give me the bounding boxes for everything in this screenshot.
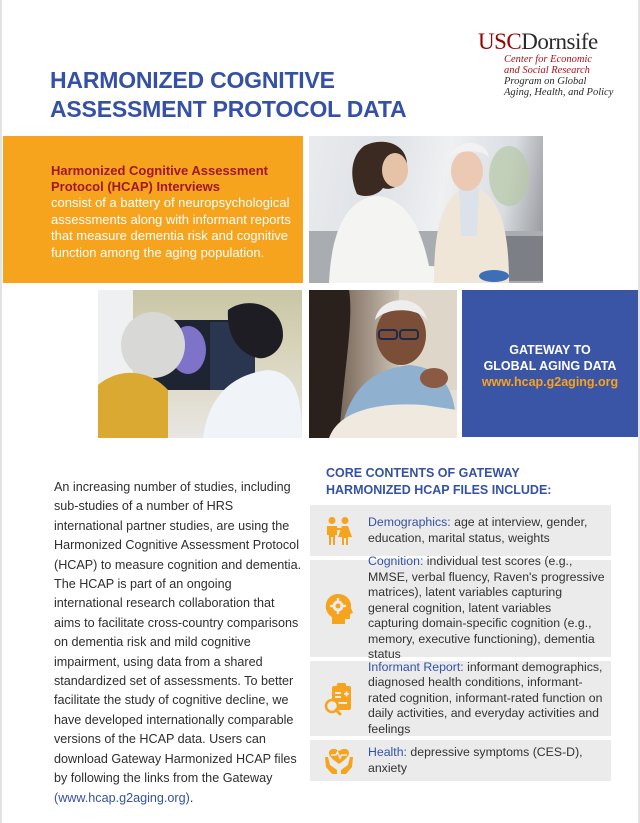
- content-item-label: Cognition:: [368, 554, 424, 569]
- gateway-line2: GLOBAL AGING DATA: [483, 358, 617, 373]
- core-contents-heading: [326, 465, 616, 499]
- page-edge-left: [0, 0, 2, 823]
- gateway-body-link[interactable]: (www.hcap.g2aging.org): [54, 790, 190, 805]
- gateway-url-link[interactable]: www.hcap.g2aging.org: [481, 374, 619, 389]
- content-item-label: Demographics:: [368, 515, 451, 529]
- clipboard-search-icon: [310, 682, 368, 716]
- core-contents-heading-line1: CORE CONTENTS OF GATEWAY: [326, 466, 520, 480]
- content-item-cognition: [310, 554, 611, 662]
- logo-wordmark: [478, 30, 638, 54]
- people-icon: [310, 516, 368, 546]
- content-item-label: Health:: [368, 745, 407, 759]
- photo-caregiver-elderly-woman: [309, 136, 543, 283]
- content-item-health: [310, 740, 611, 781]
- gateway-box: [462, 290, 638, 437]
- content-item-description: informant demographics, diagnosed health conditions, informant-rated cognition, informant-rated function on daily activities, and everyday activities and feelings: [368, 659, 603, 736]
- heart-hands-icon: [310, 747, 368, 775]
- photo-illustration: [309, 136, 543, 283]
- content-item-text: [368, 515, 611, 546]
- logo-program-line1: Program on Global: [504, 76, 587, 87]
- body-end: .: [189, 790, 194, 805]
- logo-dornsife: Dornsife: [521, 29, 598, 54]
- logo-program-line2: Aging, Health, and Policy: [504, 87, 614, 98]
- photo-doctor-brain-scan: [98, 290, 302, 438]
- gateway-line1: GATEWAY TO: [509, 342, 591, 357]
- logo-center-line1: Center for Economic: [504, 54, 593, 65]
- logo-usc: USC: [478, 29, 522, 54]
- intro-heading: Harmonized Cognitive Assessment Protocol (HCAP) Interviews: [51, 163, 268, 194]
- photo-illustration: [98, 290, 302, 438]
- page-title: [50, 66, 470, 124]
- page-title-line2: ASSESSMENT PROTOCOL DATA: [50, 96, 407, 122]
- core-contents-heading-line2: HARMONIZED HCAP FILES INCLUDE:: [326, 483, 552, 497]
- usc-dornsife-logo: [478, 30, 638, 98]
- intro-box: [3, 136, 303, 283]
- head-gear-icon: [310, 593, 368, 625]
- page-title-line1: HARMONIZED COGNITIVE: [50, 67, 335, 93]
- content-item-text: [368, 660, 611, 738]
- body-paragraph: [54, 478, 302, 808]
- content-item-text: [368, 554, 611, 663]
- photo-smiling-elderly-man: [309, 290, 457, 438]
- content-item-description: individual test scores (e.g., MMSE, verbal fluency, Raven's progressive matrices), latent variables capturing general cognition, latent variables capturing domain-specific cognition (e.g., memory, executive functioning), dementia status: [368, 554, 605, 662]
- body-text: An increasing number of studies, including sub-studies of a number of HRS international partner studies, are using the Harmonized Cognitive Assessment Protocol (HCAP) to measure cognition and dementia. The HCAP is part of an ongoing international research collaboration that aims to facilitate cross-country comparisons on dementia risk and mild cognitive impairment, using data from a shared standardized set of assessments. To better facilitate the study of cognitive decline, we have developed internationally comparable versions of the HCAP data. Users can download Gateway Harmonized HCAP files by following the links from the Gateway: [54, 480, 302, 786]
- content-item-demographics: [310, 505, 611, 556]
- content-item-text: [368, 745, 611, 776]
- content-item-informant-report: [310, 661, 611, 736]
- content-item-label: Informant Report:: [368, 659, 464, 674]
- content-item-description: depressive symptoms (CES-D), anxiety: [368, 745, 583, 775]
- content-item-description: age at interview, gender, education, marital status, weights: [368, 515, 588, 545]
- logo-center-line2: and Social Research: [504, 65, 590, 76]
- photo-illustration: [309, 290, 457, 438]
- intro-body: consist of a battery of neuropsychological assessments along with informant reports that measure dementia risk and cognitive function among the aging population.: [51, 195, 291, 260]
